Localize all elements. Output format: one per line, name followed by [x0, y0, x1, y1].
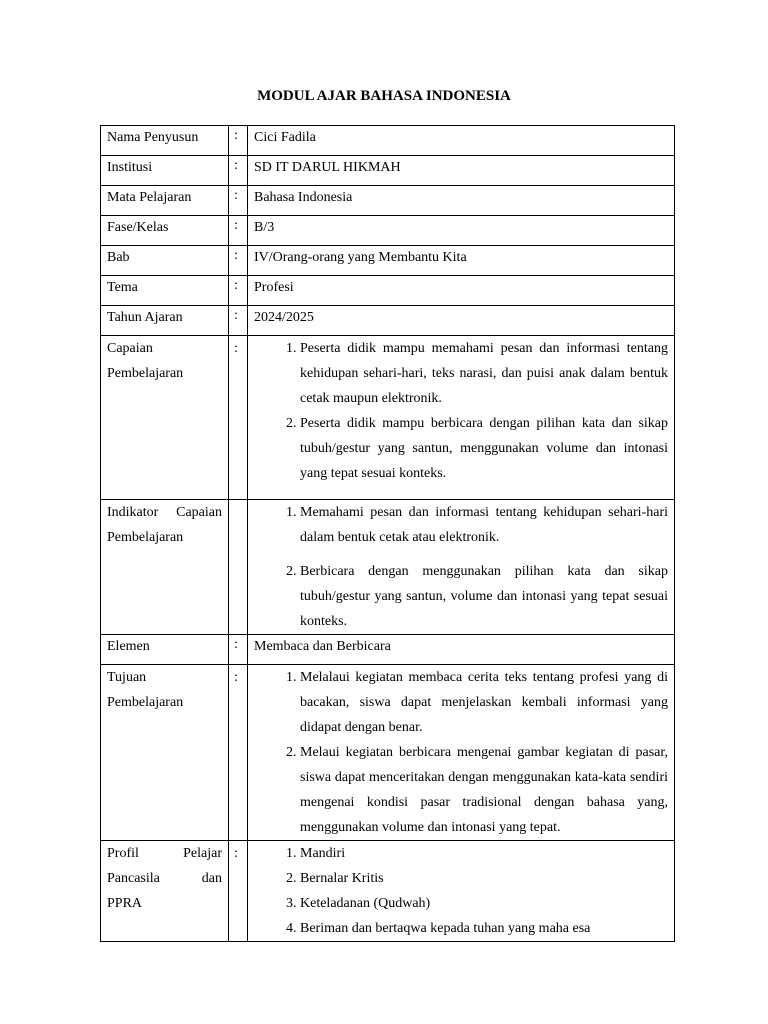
- table-row: [101, 126, 675, 156]
- table-row: [101, 246, 675, 276]
- row-value: [248, 665, 675, 841]
- colon: :: [229, 841, 248, 942]
- row-label: Nama Penyusun: [101, 126, 229, 156]
- table-row: [101, 186, 675, 216]
- row-value: [248, 500, 675, 635]
- list-item: 1. Peserta didik mampu memahami pesan dan informasi tentang kehidupan sehari-hari, teks narasi, dan puisi anak dalam bentuk cetak maupun elektronik.: [300, 336, 668, 411]
- list-item: 1. Memahami pesan dan informasi tentang kehidupan sehari-hari dalam bentuk cetak atau elektronik.: [300, 500, 668, 550]
- list-item: 3. Keteladanan (Qudwah): [300, 891, 668, 916]
- table-row: [101, 216, 675, 246]
- row-value: B/3: [248, 216, 675, 246]
- colon: :: [229, 186, 248, 216]
- list-item: 2. Berbicara dengan menggunakan pilihan kata dan sikap tubuh/gestur yang santun, volume dan intonasi yang tepat sesuai konteks.: [300, 559, 668, 634]
- table-row-tujuan: [101, 665, 675, 841]
- table-row: [101, 156, 675, 186]
- document-title: MODUL AJAR BAHASA INDONESIA: [257, 88, 511, 104]
- colon: :: [229, 276, 248, 306]
- list-item: 1. Mandiri: [300, 841, 668, 866]
- colon: :: [229, 126, 248, 156]
- row-value: IV/Orang-orang yang Membantu Kita: [248, 246, 675, 276]
- colon: :: [229, 216, 248, 246]
- row-value: [248, 841, 675, 942]
- row-label: Indikator Capaian Pembelajaran: [101, 500, 229, 635]
- table-row-profil: [101, 841, 675, 942]
- row-label: Capaian Pembelajaran: [101, 336, 229, 500]
- list-item: 2. Melaui kegiatan berbicara mengenai gambar kegiatan di pasar, siswa dapat menceritakan dengan menggunakan kata-kata sendiri mengenai kondisi pasar tradisional dengan bahasa yang, menggunakan volume dan intonasi yang tepat.: [300, 740, 668, 840]
- table-row-indikator: [101, 500, 675, 635]
- table-row: [101, 276, 675, 306]
- table-row: [101, 306, 675, 336]
- colon: :: [229, 635, 248, 665]
- row-label: Institusi: [101, 156, 229, 186]
- row-label: Fase/Kelas: [101, 216, 229, 246]
- row-value: [248, 336, 675, 500]
- colon: :: [229, 156, 248, 186]
- row-label: Mata Pelajaran: [101, 186, 229, 216]
- list-item: 4. Beriman dan bertaqwa kepada tuhan yang maha esa: [300, 916, 668, 941]
- table-row: [101, 635, 675, 665]
- row-label: Tujuan Pembelajaran: [101, 665, 229, 841]
- colon: :: [229, 665, 248, 841]
- row-value: Cici Fadila: [248, 126, 675, 156]
- row-value: Membaca dan Berbicara: [248, 635, 675, 665]
- list-item: 1. Melalaui kegiatan membaca cerita teks tentang profesi yang di bacakan, siswa dapat menjelaskan kembali informasi yang didapat dengan benar.: [300, 665, 668, 740]
- colon: :: [229, 246, 248, 276]
- row-value: 2024/2025: [248, 306, 675, 336]
- row-value: Profesi: [248, 276, 675, 306]
- row-value: Bahasa Indonesia: [248, 186, 675, 216]
- row-label: Bab: [101, 246, 229, 276]
- row-label: Tahun Ajaran: [101, 306, 229, 336]
- row-label: Tema: [101, 276, 229, 306]
- colon: :: [229, 306, 248, 336]
- module-info-table: [100, 125, 675, 942]
- list-item: 2. Peserta didik mampu berbicara dengan pilihan kata dan sikap tubuh/gestur yang santun, menggunakan volume dan intonasi yang tepat sesuai konteks.: [300, 411, 668, 486]
- row-label: Elemen: [101, 635, 229, 665]
- row-label: Profil Pelajar Pancasila dan PPRA: [101, 841, 229, 942]
- list-item: 2. Bernalar Kritis: [300, 866, 668, 891]
- table-row-capaian: [101, 336, 675, 500]
- colon: :: [229, 336, 248, 500]
- colon-empty: [229, 500, 248, 635]
- row-value: SD IT DARUL HIKMAH: [248, 156, 675, 186]
